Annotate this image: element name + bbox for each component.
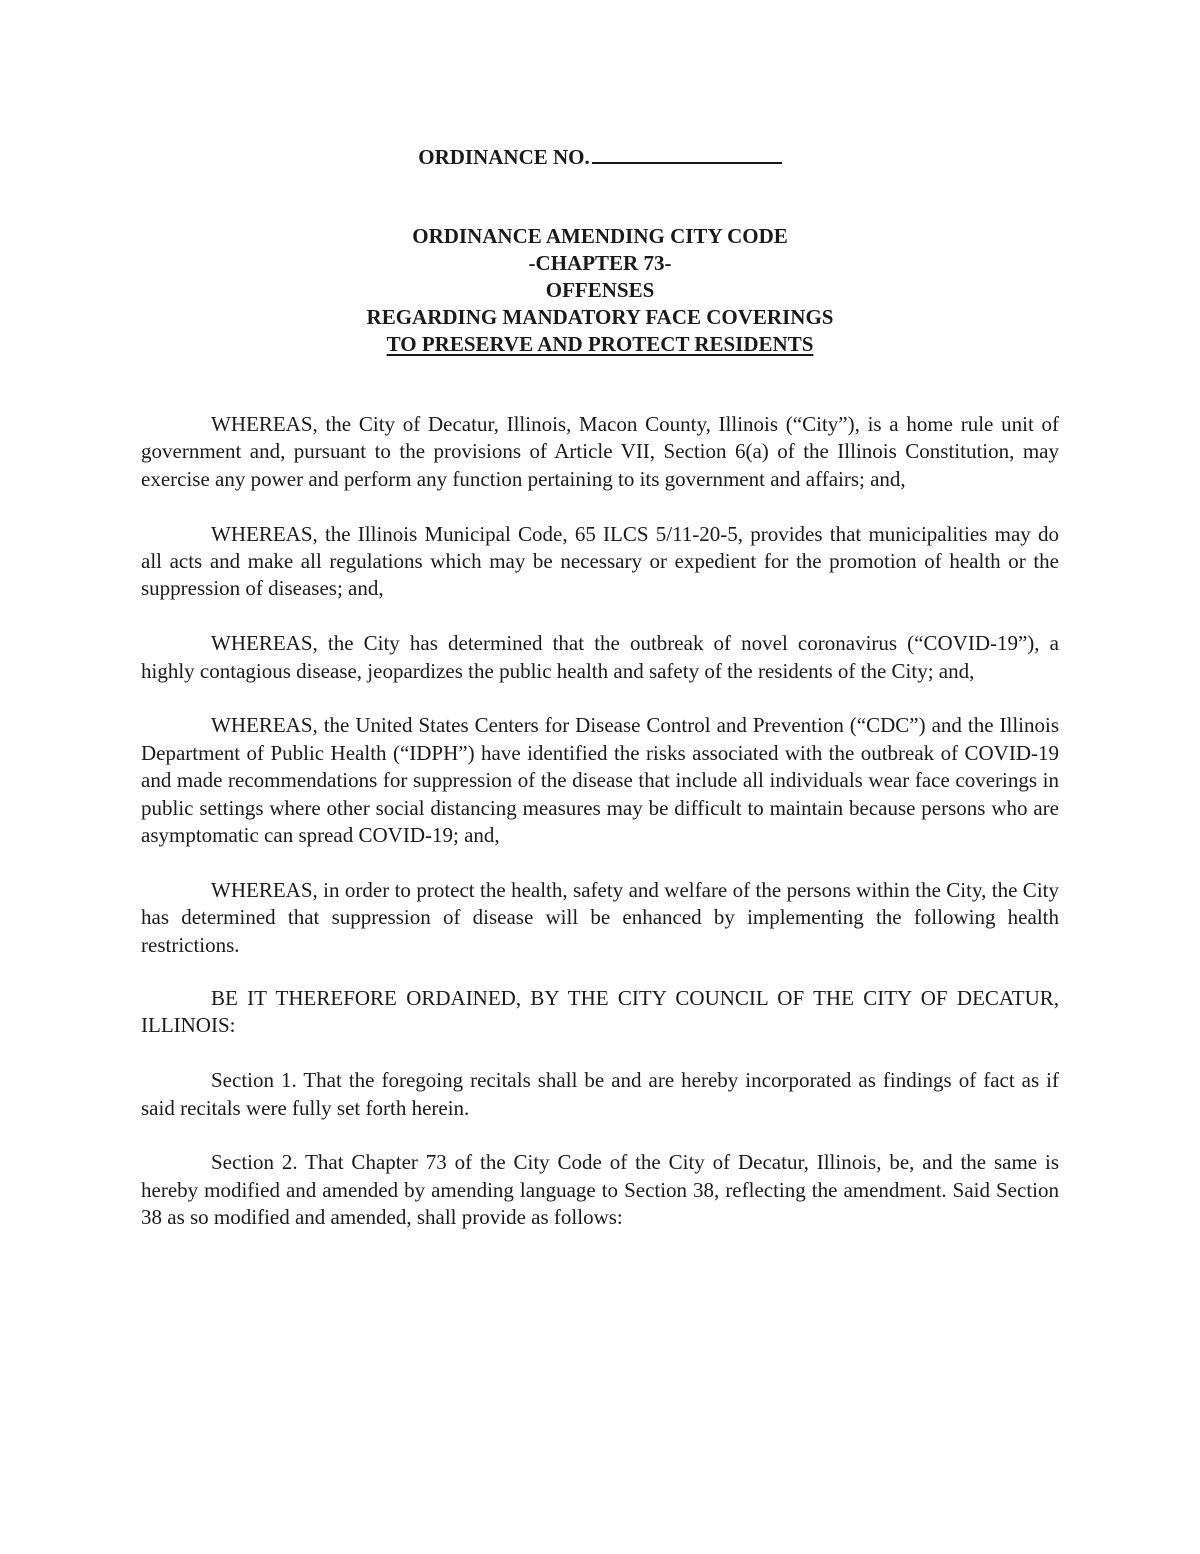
ordinance-number-line xyxy=(0,140,1200,172)
heading-line-5: TO PRESERVE AND PROTECT RESIDENTS xyxy=(386,332,814,356)
heading-line-3: OFFENSES xyxy=(545,278,655,302)
heading-line-4: REGARDING MANDATORY FACE COVERINGS xyxy=(366,305,834,329)
heading-line-1: ORDINANCE AMENDING CITY CODE xyxy=(412,224,788,248)
section-1-paragraph: Section 1. That the foregoing recitals shall be and are hereby incorporated as findings of fact as if said recitals were fully set forth herein. xyxy=(141,1068,1059,1120)
heading-line-2: -CHAPTER 73- xyxy=(528,251,672,275)
section-2-paragraph: Section 2. That Chapter 73 of the City Code of the City of Decatur, Illinois, be, and the same is hereby modified and amended by amending language to Section 38, reflecting the amendment. Said Section 38 as so modified and amended, shall provide as follows: xyxy=(141,1150,1059,1230)
whereas-health-restrictions-paragraph: WHEREAS, in order to protect the health, safety and welfare of the persons within the City, the City has determined that suppression of disease will be enhanced by implementing the following health restrictions. xyxy=(141,877,1059,957)
whereas-covid-outbreak-paragraph: WHEREAS, the City has determined that the outbreak of novel coronavirus (“COVID-19”), a highly contagious disease, jeopardizes the public health and safety of the residents of the City; and, xyxy=(141,631,1059,683)
be-it-ordained-paragraph: BE IT THEREFORE ORDAINED, BY THE CITY COUNCIL OF THE CITY OF DECATUR, ILLINOIS: xyxy=(141,986,1059,1038)
ordinance-body xyxy=(141,411,1059,1259)
whereas-home-rule-paragraph: WHEREAS, the City of Decatur, Illinois, Macon County, Illinois (“City”), is a home rule unit of government and, pursuant to the provisions of Article VII, Section 6(a) of the Illinois Constitution, may exercise any power and perform any function pertaining to its government and affairs; and, xyxy=(141,412,1059,491)
whereas-cdc-idph-paragraph: WHEREAS, the United States Centers for Disease Control and Prevention (“CDC”) and the Illinois Department of Public Health (“IDPH”) have identified the risks associated with the outbreak of COVID-19 and made recommendations for suppression of the disease that include all individuals wear face coverings in public settings where other social distancing measures may be difficult to maintain because persons who are asymptomatic can spread COVID-19; and, xyxy=(141,713,1059,848)
whereas-municipal-code-paragraph: WHEREAS, the Illinois Municipal Code, 65 ILCS 5/11-20-5, provides that municipalities may do all acts and make all regulations which may be necessary or expedient for the promotion of health or the suppression of diseases; and, xyxy=(141,521,1059,601)
ordinance-number-blank xyxy=(592,140,782,164)
ordinance-number-label: ORDINANCE NO. xyxy=(418,145,590,169)
ordinance-heading xyxy=(0,223,1200,358)
